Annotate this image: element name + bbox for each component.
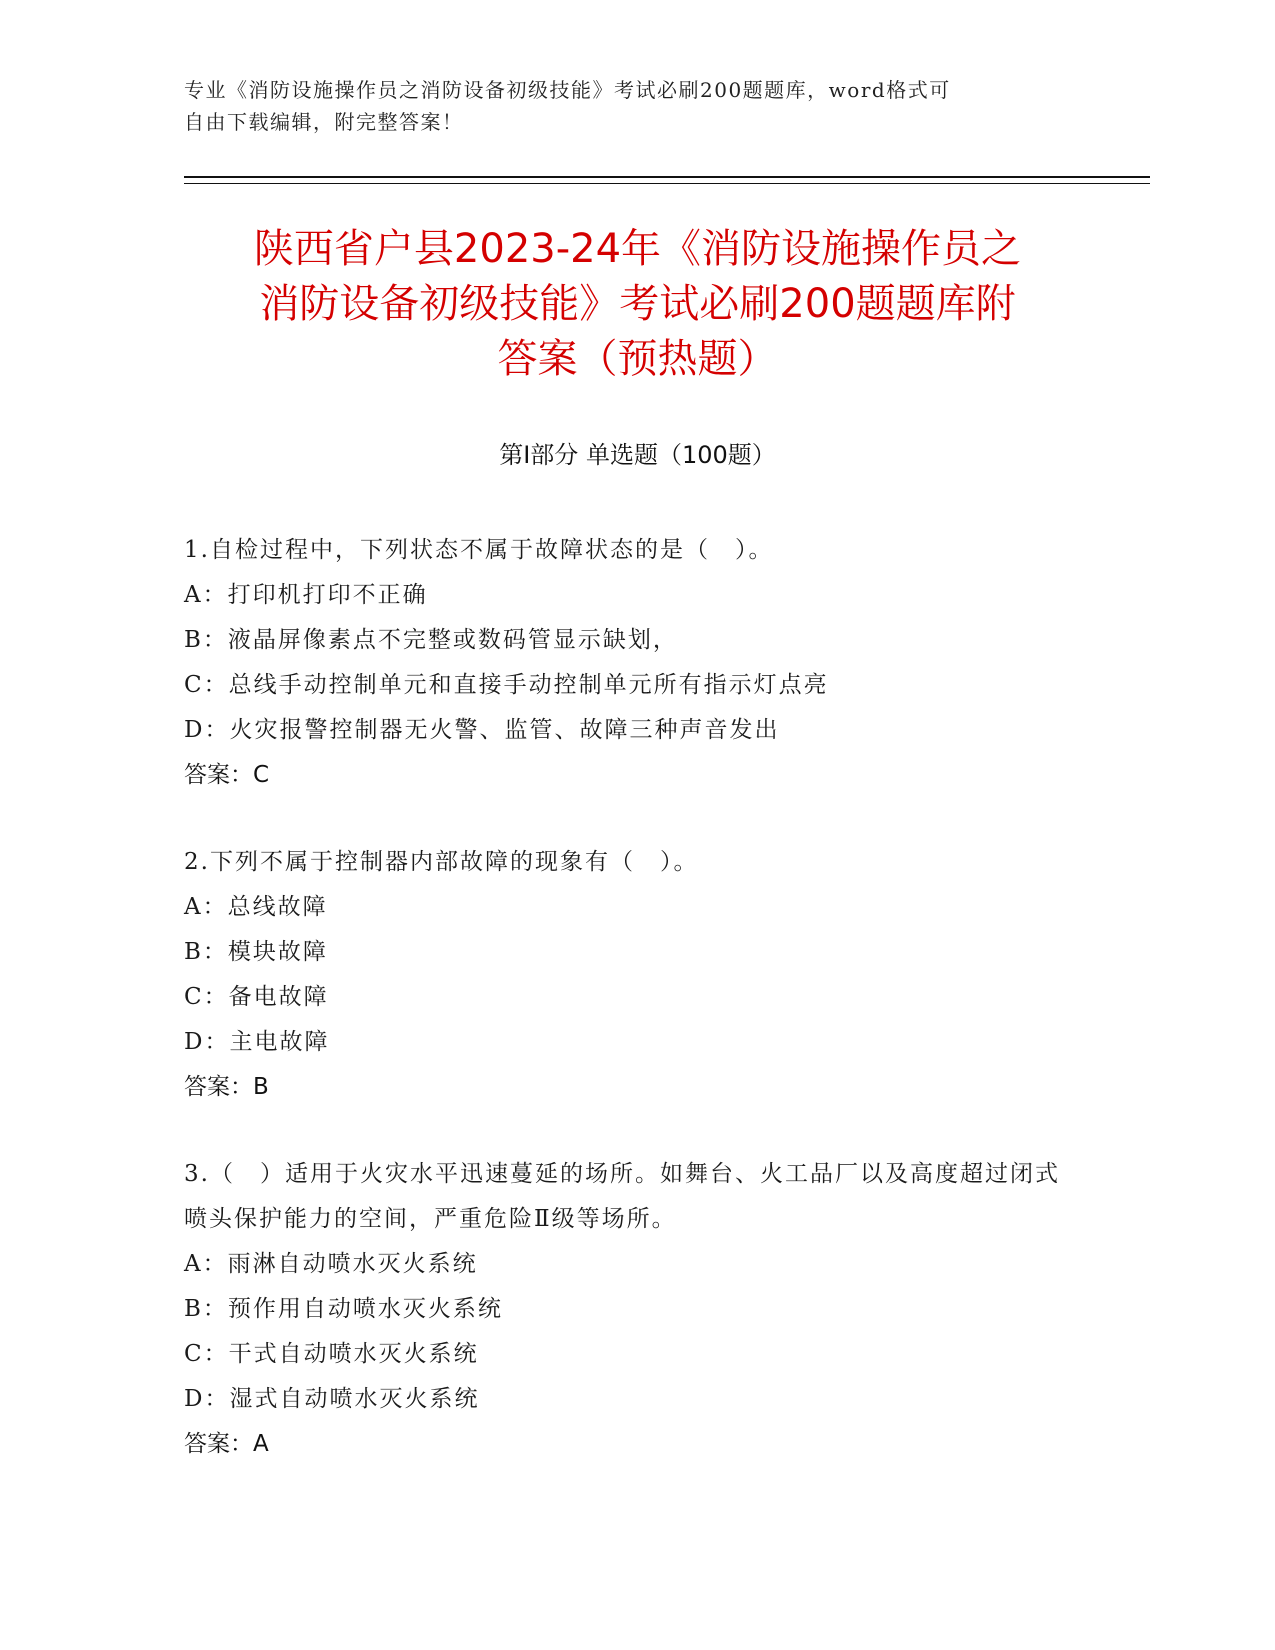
option-b: B：液晶屏像素点不完整或数码管显示缺划， <box>184 627 678 653</box>
document-title <box>150 222 1125 387</box>
section-heading: 第Ⅰ部分 单选题（100题） <box>499 441 776 469</box>
question-stem: 2.下列不属于控制器内部故障的现象有（ ）。 <box>184 849 699 875</box>
question-stem: 3.（ ）适用于火灾水平迅速蔓延的场所。如舞台、火工品厂以及高度超过闭式喷头保护能力的空间，严重危险Ⅱ级等场所。 <box>184 1161 1060 1232</box>
question-item <box>184 840 1084 1110</box>
title-line-1: 陕西省户县2023-24年《消防设施操作员之 <box>253 226 1022 272</box>
option-c: C：干式自动喷水灭火系统 <box>184 1341 479 1367</box>
option-c: C：备电故障 <box>184 984 329 1010</box>
answer-line: 答案：C <box>184 762 270 788</box>
option-d: D：火灾报警控制器无火警、监管、故障三种声音发出 <box>184 717 780 743</box>
title-line-3: 答案（预热题） <box>497 336 778 382</box>
option-a: A：打印机打印不正确 <box>184 582 428 608</box>
answer-line: 答案：B <box>184 1074 269 1100</box>
question-item <box>184 528 1084 798</box>
divider-rule-thick <box>184 176 1150 178</box>
option-b: B：预作用自动喷水灭火系统 <box>184 1296 503 1322</box>
option-a: A：雨淋自动喷水灭火系统 <box>184 1251 478 1277</box>
answer-line: 答案：A <box>184 1431 269 1457</box>
intro-text <box>184 74 1064 138</box>
intro-line-1: 专业《消防设施操作员之消防设备初级技能》考试必刷200题题库，word格式可 <box>184 78 951 102</box>
option-c: C：总线手动控制单元和直接手动控制单元所有指示灯点亮 <box>184 672 829 698</box>
question-list <box>184 528 1084 1509</box>
option-a: A：总线故障 <box>184 894 328 920</box>
option-d: D：湿式自动喷水灭火系统 <box>184 1386 480 1412</box>
divider-rule-thin <box>184 183 1150 184</box>
intro-line-2: 自由下载编辑，附完整答案！ <box>184 110 464 134</box>
question-item <box>184 1152 1084 1467</box>
title-line-2: 消防设备初级技能》考试必刷200题题库附 <box>259 281 1016 327</box>
option-b: B：模块故障 <box>184 939 328 965</box>
question-stem: 1.自检过程中，下列状态不属于故障状态的是（ ）。 <box>184 537 774 563</box>
option-d: D：主电故障 <box>184 1029 330 1055</box>
